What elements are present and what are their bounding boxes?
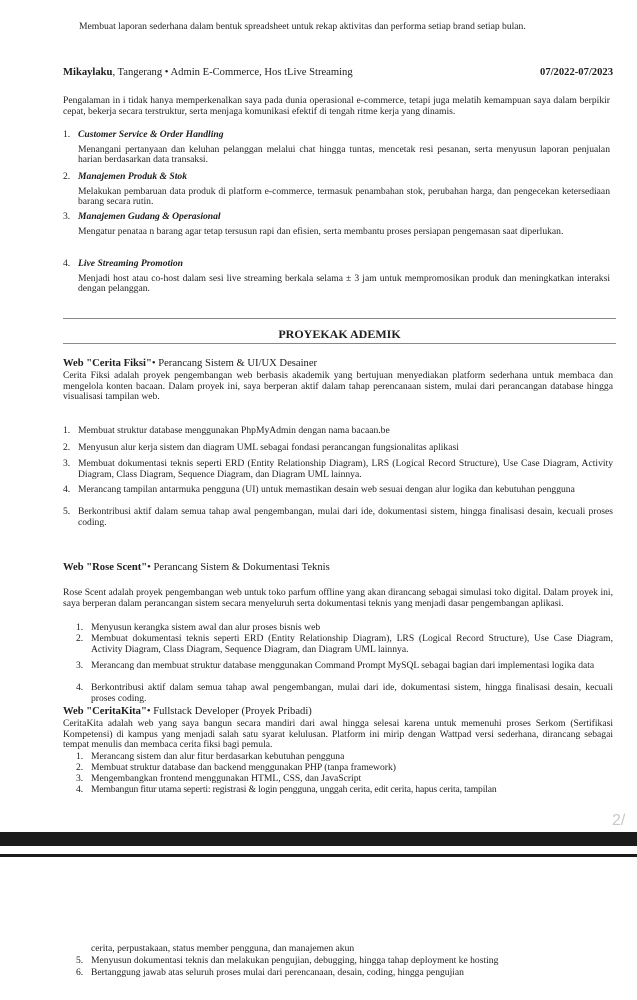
top-continuation-text: Membuat laporan sederhana dalam bentuk spreadsheet untuk rekap aktivitas dan performa setiap brand setiap bulan.: [79, 21, 526, 32]
project-item-text: Membuat dokumentasi teknis seperti ERD (Entity Relationship Diagram), LRS (Logical Record Structure), Use Case Diagram, Activity Diagram, Class Diagram, Sequence Diagram, dan Diagram UML lainnya.: [78, 458, 613, 480]
continuation-text: cerita, perpustakaan, status member pengguna, dan manajemen akun: [91, 943, 355, 954]
project-header: [63, 706, 616, 718]
project-item-number: 5.: [63, 506, 71, 517]
project-item-text: Berkontribusi aktif dalam semua tahap awal pengembangan, mulai dari ide, dokumentasi sistem, hingga finalisasi desain, kecuali proses coding.: [91, 682, 613, 704]
job-meta: , Tangerang • Admin E-Commerce, Hos tLive Streaming: [112, 67, 353, 78]
continuation-item-text: Menyusun dokumentasi teknis dan melakukan pengujian, debugging, hingga tahap deployment ke hosting: [91, 955, 499, 966]
project-item-number: 1.: [76, 622, 84, 633]
project-description: Cerita Fiksi adalah proyek pengembangan web berbasis akademik yang bertujuan menyediakan platform sederhana untuk membaca dan mengelola konten bacaan. Dalam proyek ini, saya berperan aktif dalam tahap perencanaan sistem, mulai dari perancangan database hingga visualisasi tampilan web.: [63, 370, 613, 403]
job-item-title: Manajemen Gudang & Operasional: [78, 211, 221, 222]
project-item-number: 4.: [76, 682, 84, 693]
project-header: [63, 358, 616, 370]
project-item: [63, 485, 613, 496]
project-header: [63, 562, 616, 574]
project-item: [76, 623, 613, 634]
project-item: [76, 774, 613, 785]
page-number-marker: 2/: [612, 812, 626, 829]
job-item: [63, 172, 610, 208]
project-item-text: Merancang dan membuat struktur database menggunakan Command Prompt MySQL sebagai bagian dari implementasi logika data: [91, 660, 595, 671]
continuation-item-number: 5.: [76, 955, 84, 966]
project-role: • Fullstack Developer (Proyek Pribadi): [146, 706, 312, 717]
job-header: [63, 67, 616, 79]
section-rule-top: [63, 318, 616, 319]
page-break-band: [0, 832, 637, 846]
project-item: [63, 443, 613, 454]
job-item-title: Live Streaming Promotion: [78, 258, 184, 269]
project-name: Web "Cerita Fiksi": [63, 358, 152, 369]
project-item-text: Merancang tampilan antarmuka pengguna (UI) untuk memastikan desain web sesuai dengan alur logika dan kebutuhan pengguna: [78, 484, 575, 495]
project-item-number: 3.: [63, 458, 71, 469]
project-item-number: 3.: [76, 660, 84, 671]
continuation-item-number: 6.: [76, 967, 84, 978]
project-item-number: 4.: [76, 784, 84, 795]
project-item-number: 4.: [63, 484, 71, 495]
project-item-text: Menyusun alur kerja sistem dan diagram UML sebagai fondasi perancangan fungsionalitas aplikasi: [78, 442, 459, 453]
project-item: [76, 785, 625, 796]
continuation-item-text: Bertanggung jawab atas seluruh proses mulai dari perencanaan, desain, coding, hingga pengujian: [91, 967, 464, 978]
job-summary: Pengalaman in i tidak hanya memperkenalkan saya pada dunia operasional e-commerce, tetapi juga melatih kemampuan saya dalam berpikir cepat, bekerja secara terstruktur, serta menjaga komunikasi efektif di tengah ritme kerja yang dinamis.: [63, 95, 610, 117]
project-item: [76, 683, 613, 704]
section-rule-bottom: [63, 343, 616, 344]
job-item: [63, 259, 610, 295]
project-item-number: 2.: [76, 762, 84, 773]
job-item-title: Customer Service & Order Handling: [78, 129, 224, 140]
job-company: Mikaylaku: [63, 67, 113, 78]
job-item-number: 1.: [63, 129, 71, 140]
job-period: 07/2022-07/2023: [540, 67, 613, 78]
project-name: Web "Rose Scent": [63, 562, 148, 573]
project-role: • Perancang Sistem & Dokumentasi Teknis: [147, 562, 330, 573]
project-item-number: 3.: [76, 773, 84, 784]
project-item: [76, 661, 613, 672]
job-item-title: Manajemen Produk & Stok: [78, 171, 188, 182]
project-description: CeritaKita adalah web yang saya bangun secara mandiri dari awal hingga selesai karena untuk memenuhi proses Serkom (Sertifikasi Kompetensi) di kampus yang menjadi salah satu syarat kelulusan. Platform ini mirip dengan Wattpad versi sederhana, dirancang sebagai tempat menulis dan membaca cerita fiksi bagi pemula.: [63, 718, 613, 751]
project-item-text: Membangun fitur utama seperti: registrasi & login pengguna, unggah cerita, edit cerita, hapus cerita, tampilan: [91, 784, 497, 795]
project-item-number: 1.: [76, 751, 84, 762]
job-item-desc: Menangani pertanyaan dan keluhan pelanggan melalui chat hingga tuntas, mencetak resi pesanan, serta menyusun laporan penjualan harian berdasarkan data transaksi.: [78, 143, 610, 166]
project-item-text: Berkontribusi aktif dalam semua tahap awal pengembangan, mulai dari ide, dokumentasi sistem, hingga finalisasi desain, kecuali proses coding.: [78, 506, 613, 528]
continuation-item: [76, 956, 616, 967]
project-item: [63, 426, 613, 437]
project-role: • Perancang Sistem & UI/UX Desainer: [151, 358, 318, 369]
project-item-text: Mengembangkan frontend menggunakan HTML, CSS, dan JavaScript: [91, 773, 362, 784]
project-item-number: 2.: [76, 633, 84, 644]
project-item: [76, 752, 613, 763]
project-description: Rose Scent adalah proyek pengembangan web untuk toko parfum offline yang akan dirancang sebagai simulasi toko digital. Dalam proyek ini, saya berperan dalam perancangan sistem secara menyeluruh serta dokumentasi teknis yang menjadi dasar pengembangan aplikasi.: [63, 587, 613, 609]
job-item-number: 2.: [63, 171, 71, 182]
job-item-desc: Melakukan pembaruan data produk di platform e-commerce, termasuk penambahan stok, perubahan harga, dan pengecekan ketersediaan barang secara rutin.: [78, 185, 610, 208]
page-break-thin-band: [0, 854, 637, 857]
project-item-text: Membuat dokumentasi teknis seperti ERD (Entity Relationship Diagram), LRS (Logical Record Structure), Use Case Diagram, Activity Diagram, Class Diagram, Sequence Diagram, dan Diagram UML lainnya.: [91, 633, 613, 655]
job-item: [63, 130, 610, 166]
project-item: [63, 507, 613, 528]
project-item: [76, 634, 613, 655]
project-item-text: Merancang sistem dan alur fitur berdasarkan kebutuhan pengguna: [91, 751, 345, 762]
project-item-text: Membuat struktur database dan backend menggunakan PHP (tanpa framework): [91, 762, 396, 773]
project-item-text: Menyusun kerangka sistem awal dan alur proses bisnis web: [91, 622, 321, 633]
project-item: [76, 763, 613, 774]
job-item-number: 3.: [63, 211, 71, 222]
project-name: Web "CeritaKita": [63, 706, 147, 717]
project-item-number: 2.: [63, 442, 71, 453]
job-item-desc: Mengatur penataa n barang agar tetap tersusun rapi dan efisien, serta membantu proses persiapan pengemasan saat diperlukan.: [78, 225, 564, 237]
project-item: [63, 459, 613, 480]
section-title: PROYEKAK ADEMIK: [278, 327, 401, 341]
job-item-number: 4.: [63, 258, 71, 269]
continuation-item: [76, 968, 616, 979]
project-item-text: Membuat struktur database menggunakan PhpMyAdmin dengan nama bacaan.be: [78, 425, 390, 436]
job-item: [63, 212, 610, 237]
project-item-number: 1.: [63, 425, 71, 436]
job-item-desc: Menjadi host atau co-host dalam sesi live streaming berkala selama ± 3 jam untuk mempromosikan produk dan meningkatkan interaksi dengan pelanggan.: [78, 272, 610, 295]
